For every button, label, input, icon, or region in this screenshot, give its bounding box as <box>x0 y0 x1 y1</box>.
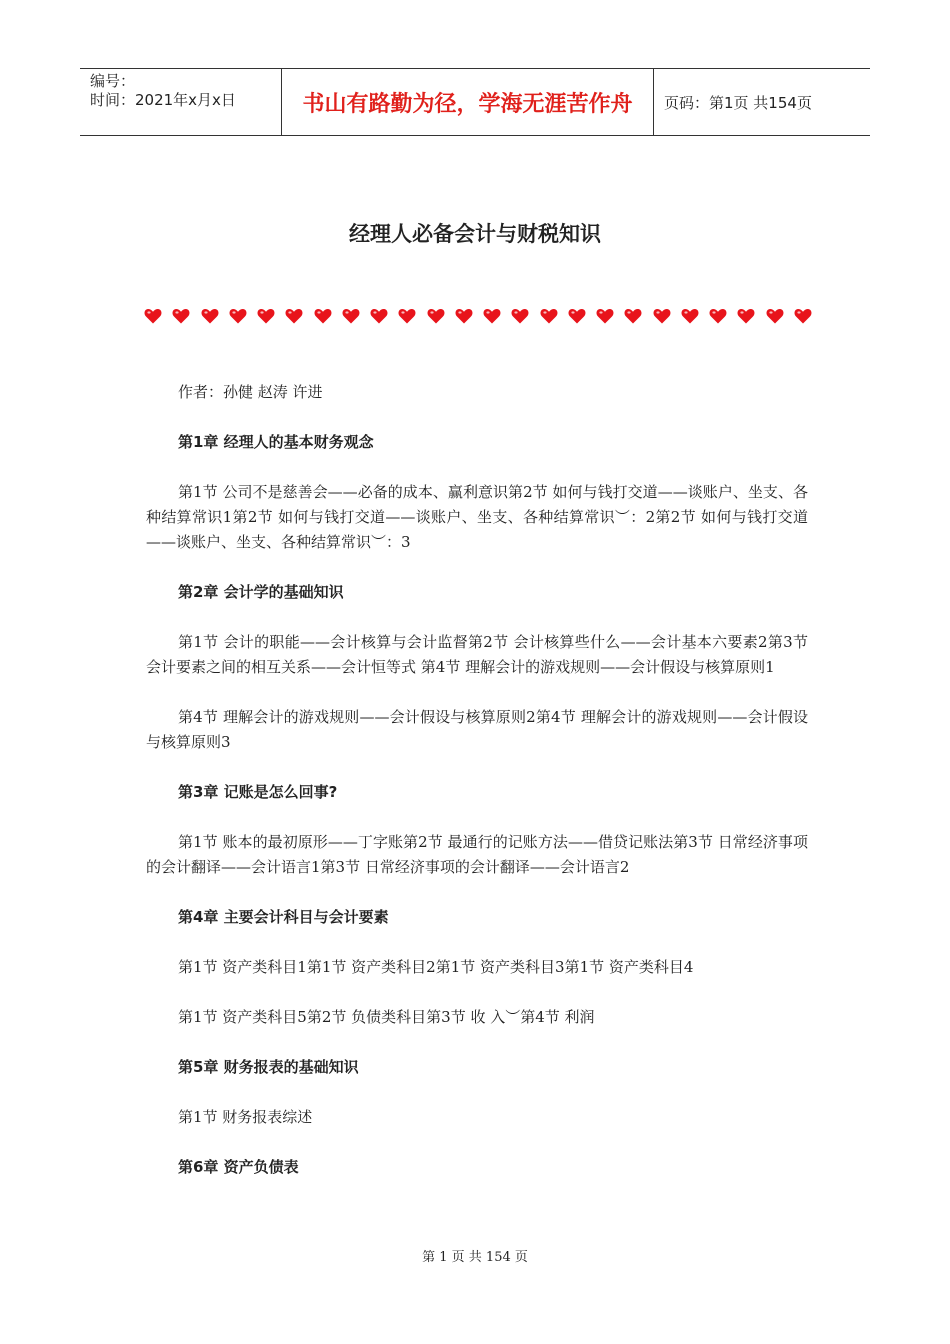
heart-icon <box>341 306 361 326</box>
chapter-paragraph: 第1节 资产类科目5第2节 负债类科目第3节 收 入︶第4节 利润 <box>178 1008 595 1026</box>
heart-icon <box>793 306 813 326</box>
heart-icon <box>454 306 474 326</box>
header-meta <box>80 69 282 135</box>
heart-icon <box>765 306 785 326</box>
chapter-paragraph: 第1节 公司不是慈善会——必备的成本、赢利意识第2节 如何与钱打交道——谈账户、坐支、各种结算常识1第2节 如何与钱打交道——谈账户、坐支、各种结算常识︶：2第2节 如何与钱打交道——谈账户、坐支、各种结算常识︶：3 <box>146 483 808 551</box>
heart-divider <box>143 306 813 326</box>
heart-icon <box>652 306 672 326</box>
heart-icon <box>539 306 559 326</box>
heart-icon <box>313 306 333 326</box>
chapter-heading: 第3章 记账是怎么回事? <box>178 783 338 801</box>
heart-icon <box>510 306 530 326</box>
page-footer: 第 1 页 共 154 页 <box>422 1250 528 1265</box>
heart-icon <box>171 306 191 326</box>
heart-icon <box>426 306 446 326</box>
heart-icon <box>708 306 728 326</box>
chapter-paragraph: 第1节 账本的最初原形——丁字账第2节 最通行的记账方法——借贷记账法第3节 日常经济事项的会计翻译——会计语言1第3节 日常经济事项的会计翻译——会计语言2 <box>146 833 808 876</box>
page-header <box>80 68 870 136</box>
heart-icon <box>397 306 417 326</box>
heart-icon <box>228 306 248 326</box>
header-motto: 书山有路勤为径，学海无涯苦作舟 <box>282 69 654 135</box>
document-body <box>146 380 808 1205</box>
heart-icon <box>595 306 615 326</box>
document-number-label: 编号： <box>90 72 136 90</box>
heart-icon <box>567 306 587 326</box>
author-line: 作者：孙健 赵涛 许进 <box>178 383 323 401</box>
chapter-heading: 第6章 资产负债表 <box>178 1158 299 1176</box>
heart-icon <box>623 306 643 326</box>
heart-icon <box>369 306 389 326</box>
heart-icon <box>482 306 502 326</box>
chapter-paragraph: 第1节 资产类科目1第1节 资产类科目2第1节 资产类科目3第1节 资产类科目4 <box>178 958 694 976</box>
heart-icon <box>680 306 700 326</box>
chapter-paragraph: 第1节 财务报表综述 <box>178 1108 313 1126</box>
document-title: 经理人必备会计与财税知识 <box>349 222 601 246</box>
chapter-heading: 第2章 会计学的基础知识 <box>178 583 344 601</box>
heart-icon <box>736 306 756 326</box>
chapter-heading: 第5章 财务报表的基础知识 <box>178 1058 359 1076</box>
chapter-paragraph: 第4节 理解会计的游戏规则——会计假设与核算原则2第4节 理解会计的游戏规则——会计假设与核算原则3 <box>146 708 808 751</box>
heart-icon <box>143 306 163 326</box>
header-page-info: 页码：第1页 共154页 <box>664 93 812 112</box>
chapter-heading: 第1章 经理人的基本财务观念 <box>178 433 374 451</box>
heart-icon <box>256 306 276 326</box>
chapter-paragraph: 第1节 会计的职能——会计核算与会计监督第2节 会计核算些什么——会计基本六要素2第3节 会计要素之间的相互关系——会计恒等式 第4节 理解会计的游戏规则——会计假设与核算原则1 <box>146 633 808 676</box>
heart-icon <box>284 306 304 326</box>
heart-icon <box>200 306 220 326</box>
chapter-heading: 第4章 主要会计科目与会计要素 <box>178 908 389 926</box>
document-date-label: 时间：2021年x月x日 <box>90 91 236 109</box>
